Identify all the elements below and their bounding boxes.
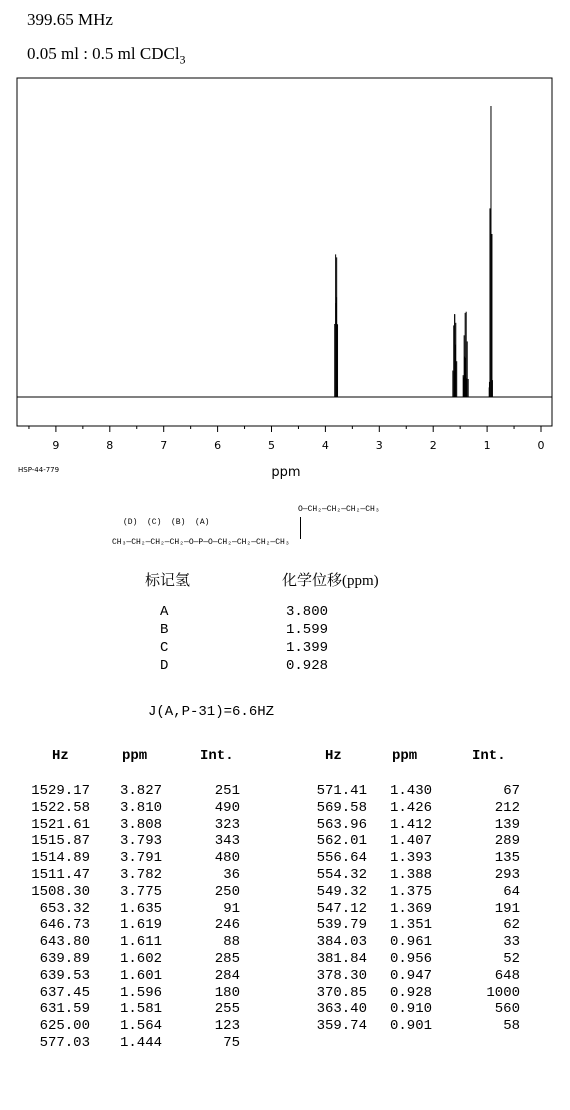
table-cell-ppm: 1.375	[389, 883, 432, 900]
table-cell-int: 251	[214, 783, 240, 799]
assign-label: A	[160, 604, 169, 620]
table-cell-ppm: 1.635	[119, 900, 162, 917]
table-cell-ppm: 1.601	[119, 967, 162, 984]
table-cell-int: 212	[494, 799, 520, 816]
table-cell-int: 135	[494, 850, 520, 867]
table-cell-ppm: 1.430	[389, 783, 432, 799]
table-cell-ppm: 1.444	[119, 1035, 162, 1051]
x-axis-label: ppm	[271, 465, 301, 480]
table-cell-hz: 549.32	[316, 883, 367, 900]
table-header-int: Int.	[200, 748, 234, 764]
table-cell-int: 289	[494, 833, 520, 850]
table-cell-hz: 1511.47	[31, 867, 90, 883]
assign-shift: 1.599	[286, 622, 329, 638]
table-cell-int: 490	[214, 799, 240, 816]
table-cell-int: 293	[494, 867, 520, 883]
x-tick-label: 0	[537, 439, 545, 452]
table-cell-hz: 571.41	[316, 783, 367, 799]
table-cell-int: 88	[223, 934, 240, 951]
table-cell-hz: 646.73	[39, 917, 90, 934]
table-cell-hz: 554.32	[316, 867, 367, 883]
table-cell-ppm: 3.810	[119, 799, 162, 816]
table-cell-ppm: 1.581	[119, 1001, 162, 1018]
table-cell-hz: 637.45	[39, 984, 90, 1001]
table-cell-hz: 384.03	[316, 934, 367, 951]
table-cell-int: 246	[214, 917, 240, 934]
table-cell-ppm: 1.351	[389, 917, 432, 934]
assign-label: C	[160, 640, 169, 656]
table-cell-hz: 639.89	[39, 951, 90, 967]
table-cell-hz: 556.64	[316, 850, 367, 867]
table-cell-hz: 381.84	[316, 951, 367, 967]
table-cell-ppm: 3.827	[119, 783, 162, 799]
table-cell-int: 52	[503, 951, 520, 967]
x-tick-label: 1	[483, 439, 491, 452]
x-tick-label: 7	[160, 439, 168, 452]
table-cell-hz: 569.58	[316, 799, 367, 816]
table-cell-int: 343	[214, 833, 240, 850]
table-cell-int: 560	[494, 1001, 520, 1018]
table-cell-hz: 563.96	[316, 816, 367, 833]
table-cell-hz: 1529.17	[31, 783, 90, 799]
solvent-text: 0.05 ml : 0.5 ml CDCl	[27, 44, 180, 63]
table-cell-hz: 363.40	[316, 1001, 367, 1018]
table-cell-hz: 562.01	[316, 833, 367, 850]
x-tick-label: 3	[375, 439, 383, 452]
table-cell-int: 91	[223, 900, 240, 917]
table-cell-hz: 1521.61	[31, 816, 90, 833]
table-cell-int: 75	[223, 1035, 240, 1051]
table-cell-int: 250	[214, 883, 240, 900]
table-cell-ppm: 1.407	[389, 833, 432, 850]
table-cell-hz: 1515.87	[31, 833, 90, 850]
assign-label: B	[160, 622, 169, 638]
assign-shift: 1.399	[286, 640, 329, 656]
table-cell-ppm: 0.947	[389, 967, 432, 984]
coupling-constant: J(A,P-31)=6.6HZ	[148, 704, 275, 720]
table-cell-int: 36	[223, 867, 240, 883]
spectrometer-frequency: 399.65 MHz	[27, 10, 113, 29]
table-cell-int: 62	[503, 917, 520, 934]
table-cell-int: 648	[494, 967, 520, 984]
table-cell-hz: 653.32	[39, 900, 90, 917]
assign-label: D	[160, 658, 169, 674]
table-cell-ppm: 0.901	[389, 1018, 432, 1035]
spectrum-id: HSP-44-779	[18, 466, 60, 474]
table-cell-ppm: 0.961	[389, 934, 432, 951]
structure-top-chain: O—CH₂—CH₂—CH₂—CH₃	[298, 505, 380, 514]
table-cell-ppm: 3.793	[119, 833, 162, 850]
x-tick-label: 8	[106, 439, 114, 452]
table-cell-ppm: 1.412	[389, 816, 432, 833]
table-cell-int: 33	[503, 934, 520, 951]
structure-position-letters: (D) (C) (B) (A)	[123, 518, 210, 527]
table-header-ppm: ppm	[122, 748, 148, 764]
table-header-hz: Hz	[325, 748, 342, 764]
structure-main-chain: CH₃—CH₂—CH₂—CH₂—O—P—O—CH₂—CH₂—CH₂—CH₃	[112, 538, 290, 547]
table-cell-int: 123	[214, 1018, 240, 1035]
table-cell-ppm: 3.782	[119, 867, 162, 883]
table-cell-ppm: 3.791	[119, 850, 162, 867]
assign-shift: 0.928	[286, 658, 329, 674]
table-cell-int: 480	[214, 850, 240, 867]
table-cell-int: 64	[503, 883, 520, 900]
table-cell-ppm: 1.619	[119, 917, 162, 934]
table-cell-hz: 378.30	[316, 967, 367, 984]
x-tick-label: 2	[429, 439, 437, 452]
table-cell-hz: 631.59	[39, 1001, 90, 1018]
table-cell-ppm: 1.611	[119, 934, 162, 951]
table-cell-int: 285	[214, 951, 240, 967]
table-header-hz: Hz	[52, 748, 69, 764]
table-header-ppm: ppm	[392, 748, 418, 764]
table-cell-ppm: 1.388	[389, 867, 432, 883]
x-tick-label: 6	[214, 439, 222, 452]
table-header-int: Int.	[472, 748, 506, 764]
assignment-header-label: 标记氢	[145, 573, 191, 589]
x-tick-label: 5	[268, 439, 275, 452]
table-cell-ppm: 1.426	[389, 799, 432, 816]
table-cell-hz: 639.53	[39, 967, 90, 984]
table-cell-ppm: 1.602	[119, 951, 162, 967]
table-cell-int: 323	[214, 816, 240, 833]
table-cell-ppm: 1.564	[119, 1018, 162, 1035]
table-cell-ppm: 3.808	[119, 816, 162, 833]
table-cell-int: 67	[503, 783, 520, 799]
table-cell-int: 180	[214, 984, 240, 1001]
table-cell-hz: 370.85	[316, 984, 367, 1001]
table-cell-int: 58	[503, 1018, 520, 1035]
table-cell-hz: 1508.30	[31, 883, 90, 900]
table-cell-hz: 359.74	[316, 1018, 367, 1035]
table-cell-ppm: 0.956	[389, 951, 432, 967]
table-cell-hz: 547.12	[316, 900, 367, 917]
solvent-subscript: 3	[179, 52, 186, 67]
table-cell-ppm: 1.393	[389, 850, 432, 867]
table-cell-int: 191	[494, 900, 520, 917]
table-cell-ppm: 0.928	[389, 984, 432, 1001]
table-cell-ppm: 1.596	[119, 984, 162, 1001]
x-tick-label: 4	[321, 439, 329, 452]
table-cell-int: 1000	[486, 984, 520, 1001]
table-cell-int: 255	[214, 1001, 240, 1018]
table-cell-hz: 625.00	[39, 1018, 90, 1035]
assign-shift: 3.800	[286, 604, 329, 620]
table-cell-int: 139	[494, 816, 520, 833]
assignment-header-shift: 化学位移(ppm)	[282, 573, 379, 589]
table-cell-hz: 643.80	[39, 934, 90, 951]
table-cell-hz: 1522.58	[31, 799, 90, 816]
table-cell-ppm: 0.910	[389, 1001, 432, 1018]
table-cell-hz: 539.79	[316, 917, 367, 934]
table-cell-hz: 1514.89	[31, 850, 90, 867]
table-cell-hz: 577.03	[39, 1035, 90, 1051]
x-tick-label: 9	[52, 439, 60, 452]
table-cell-int: 284	[214, 967, 240, 984]
table-cell-ppm: 1.369	[389, 900, 432, 917]
table-cell-ppm: 3.775	[119, 883, 162, 900]
